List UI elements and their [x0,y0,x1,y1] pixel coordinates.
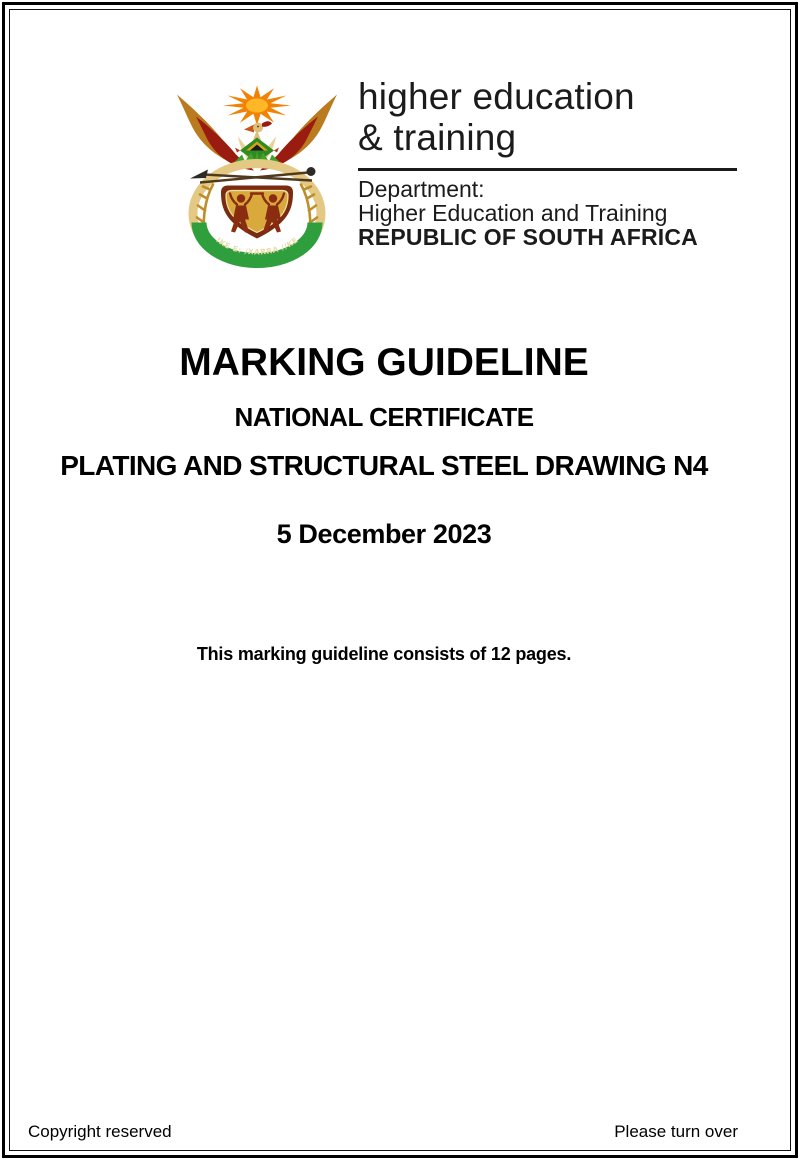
motto-label: !KE E: /XARRA //KE [214,235,300,257]
bird-crest [262,121,272,127]
bird-eye [257,126,259,128]
exam-date: 5 December 2023 [276,519,492,549]
bird-head [253,123,263,133]
bird-beak [244,125,254,133]
department-block [358,177,698,249]
document-type-title: MARKING GUIDELINE [179,341,589,384]
footer-turn-over: Please turn over [614,1122,738,1141]
wordmark-line1: higher education [358,76,635,117]
sun-core [246,99,268,113]
certificate-title: NATIONAL CERTIFICATE [234,402,534,432]
dhet-wordmark [358,76,635,158]
subject-title: PLATING AND STRUCTURAL STEEL DRAWING N4 [60,450,708,481]
protea-red-right [274,148,279,153]
department-label: Department: [358,176,485,202]
page-count-note: This marking guideline consists of 12 pages. [196,644,572,664]
protea-red-left [235,148,240,153]
footer-copyright: Copyright reserved [28,1122,172,1141]
wordmark-line2: & training [358,117,517,158]
page-footer [28,1122,738,1142]
department-name: Higher Education and Training [358,200,668,226]
country-name: REPUBLIC OF SOUTH AFRICA [358,224,698,250]
coat-of-arms-icon [174,82,342,270]
wordmark-divider [358,168,737,171]
